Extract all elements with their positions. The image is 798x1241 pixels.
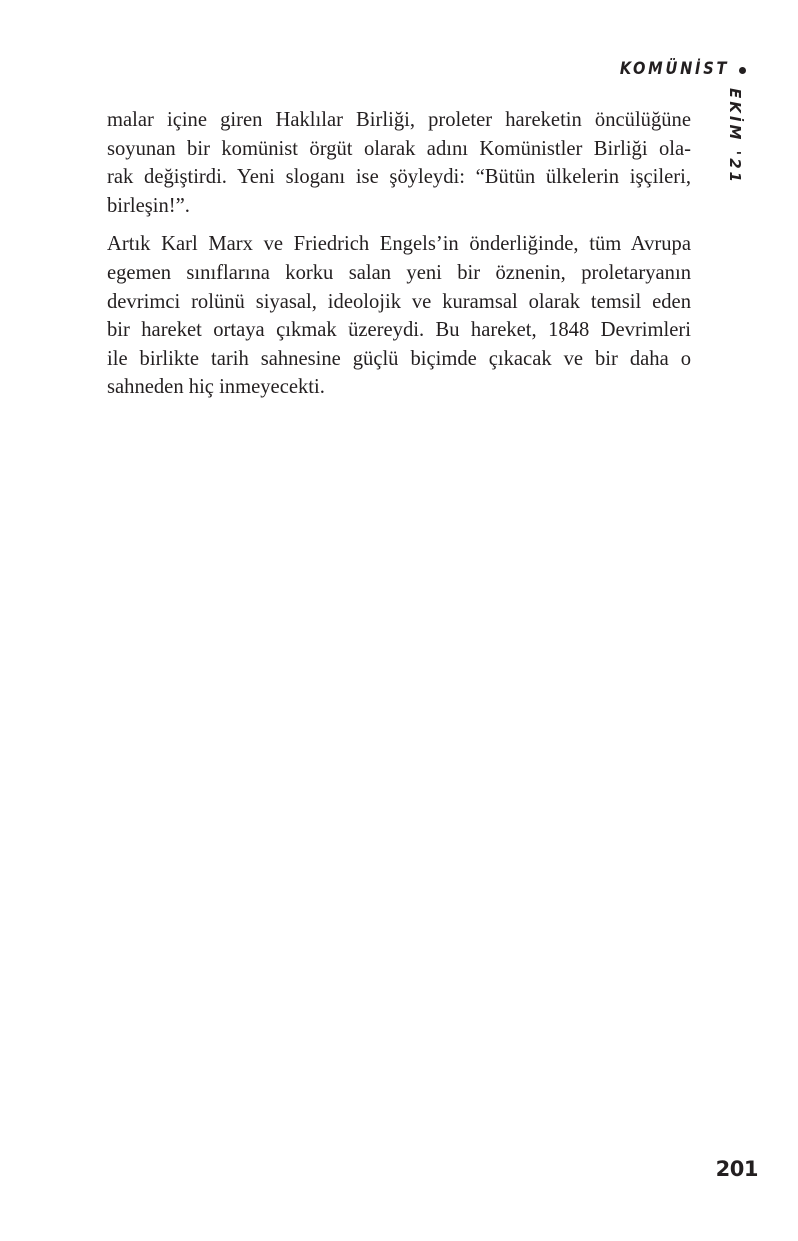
text-line: bir hareket ortaya çıkmak üzereydi. Bu hareket, 1848 Devrimleri [107, 319, 691, 342]
text-line: ile birlikte tarih sahnesine güçlü biçimde çıkacak ve bir daha o [107, 347, 691, 370]
text-line: Artık Karl Marx ve Friedrich Engels’in önderliğinde, tüm Avrupa [107, 233, 691, 256]
running-title: KOMÜNİST [619, 59, 729, 79]
text-line: devrimci rolünü siyasal, ideolojik ve kuramsal olarak temsil eden [107, 290, 691, 313]
page-number: 201 [715, 1157, 758, 1181]
body-text [107, 106, 691, 412]
text-line: rak değiştirdi. Yeni sloganı ise şöyleydi: “Bütün ülkelerin işçileri, [107, 166, 691, 189]
paragraph-1 [107, 106, 691, 220]
running-header [602, 59, 746, 79]
paragraph-2 [107, 230, 691, 402]
bullet-separator-icon [739, 67, 746, 74]
text-line: birleşin!”. [107, 194, 190, 217]
side-date-label: EKİM '21 [726, 88, 744, 186]
text-line: soyunan bir komünist örgüt olarak adını Komünistler Birliği ola- [107, 137, 691, 160]
text-line: egemen sınıflarına korku salan yeni bir öznenin, proletaryanın [107, 261, 691, 284]
text-line: sahneden hiç inmeyecekti. [107, 376, 325, 399]
text-line: malar içine giren Haklılar Birliği, proleter hareketin öncülüğüne [107, 109, 691, 131]
